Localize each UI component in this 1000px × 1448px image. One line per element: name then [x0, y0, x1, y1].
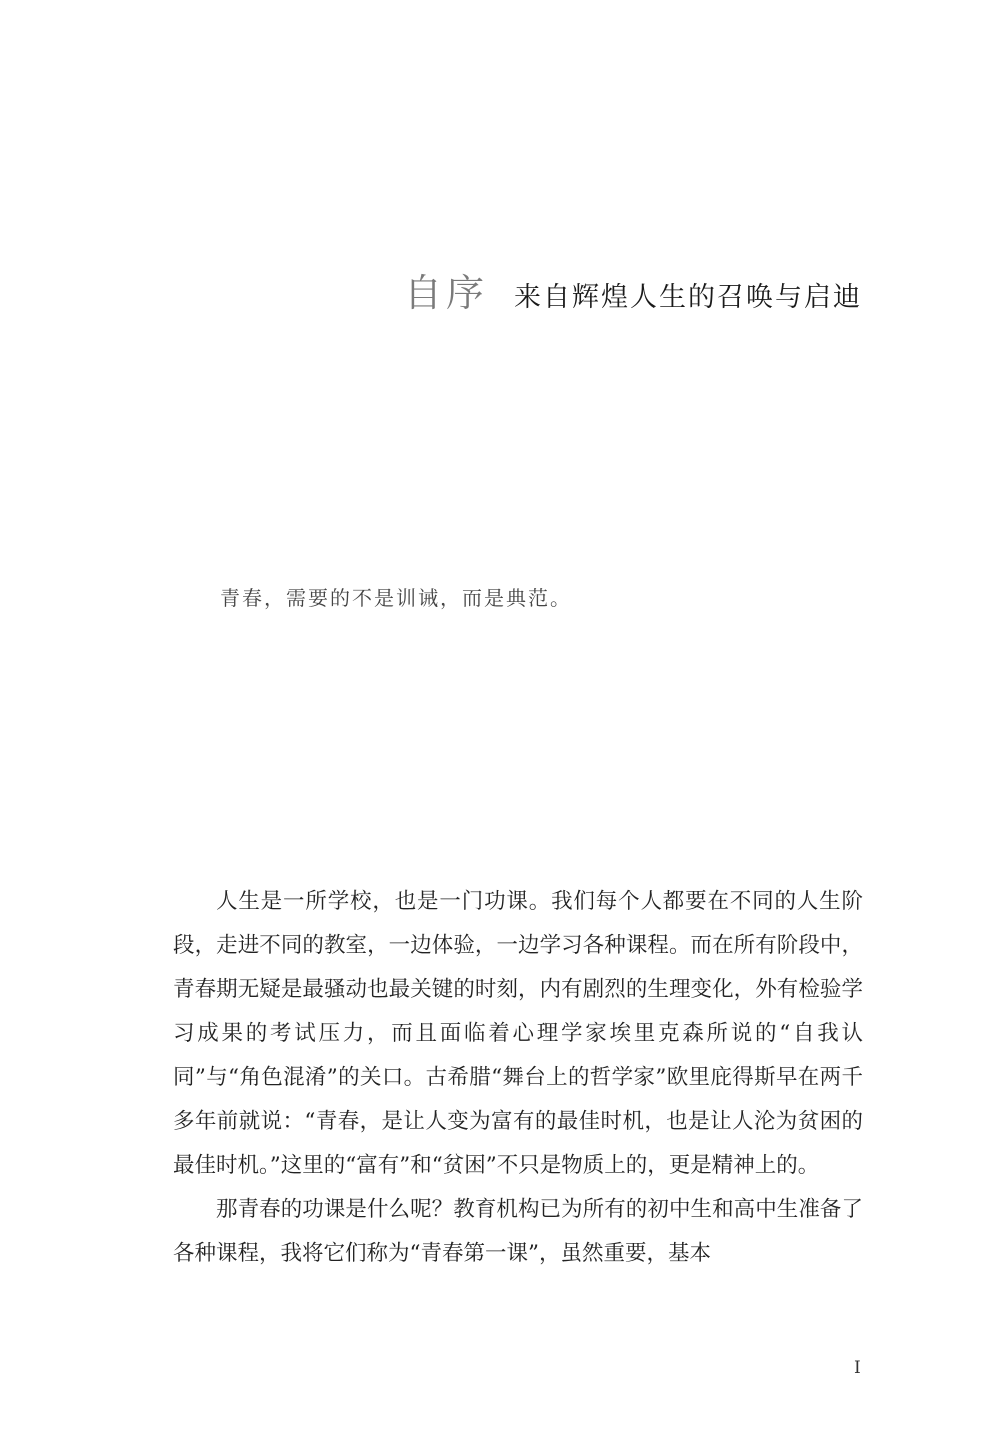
title-subtitle: 来自辉煌人生的召唤与启迪: [514, 282, 862, 313]
chapter-title: [404, 262, 862, 317]
body-text: [173, 880, 863, 1276]
epigraph: 青春，需要的不是训诫，而是典范。: [220, 586, 572, 610]
page-number: I: [854, 1358, 861, 1378]
paragraph: 人生是一所学校，也是一门功课。我们每个人都要在不同的人生阶段，走进不同的教室，一边体验，一边学习各种课程。而在所有阶段中，青春期无疑是最骚动也最关键的时刻，内有剧烈的生理变化，外有检验学习成果的考试压力，而且面临着心理学家埃里克森所说的“自我认同”与“角色混淆”的关口。古希腊“舞台上的哲学家”欧里庇得斯早在两千多年前就说：“青春，是让人变为富有的最佳时机，也是让人沦为贫困的最佳时机。”这里的“富有”和“贫困”不只是物质上的，更是精神上的。: [173, 889, 863, 1178]
title-main: 自序: [403, 271, 488, 315]
paragraph: 那青春的功课是什么呢？教育机构已为所有的初中生和高中生准备了各种课程，我将它们称为“青春第一课”，虽然重要，基本: [173, 1197, 863, 1266]
